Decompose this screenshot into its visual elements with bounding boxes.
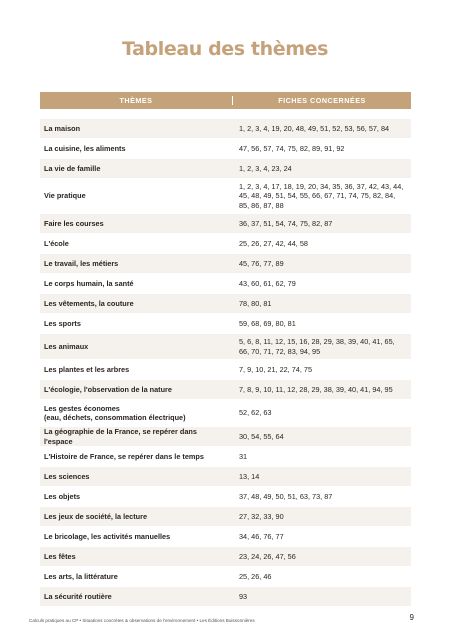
theme-cell: La cuisine, les aliments (44, 143, 126, 153)
fiches-cell: 27, 32, 33, 90 (239, 511, 284, 521)
fiches-cell: 1, 2, 3, 4, 17, 18, 19, 20, 34, 35, 36, 37, 42, 43, 44, 45, 48, 49, 51, 54, 55, 66, 67, 71, 74, 75, 82, 84, 85, 86, 87, 88 (239, 181, 404, 210)
table-row (40, 294, 411, 314)
table-row (40, 254, 411, 274)
table-row (40, 567, 411, 587)
fiches-cell: 43, 60, 61, 62, 79 (239, 278, 296, 288)
fiches-cell: 37, 48, 49, 50, 51, 63, 73, 87 (239, 491, 333, 501)
table-row (40, 360, 411, 380)
theme-cell: Les jeux de société, la lecture (44, 511, 148, 521)
table-row (40, 400, 411, 427)
theme-cell: La maison (44, 123, 81, 133)
page-title: Tableau des thèmes (122, 38, 328, 60)
table-row (40, 119, 411, 139)
fiches-cell: 52, 62, 63 (239, 408, 272, 418)
theme-cell: Les sports (44, 318, 81, 328)
fiches-cell: 25, 26, 27, 42, 44, 58 (239, 238, 308, 248)
fiches-cell: 5, 6, 8, 11, 12, 15, 16, 28, 29, 38, 39, 40, 41, 65, 66, 70, 71, 72, 83, 94, 95 (239, 337, 395, 356)
theme-cell: Vie pratique (44, 191, 86, 201)
theme-cell: Les sciences (44, 471, 90, 481)
header-fiches: FICHES CONCERNÉES (278, 96, 366, 105)
table-row (40, 234, 411, 254)
theme-cell: Les objets (44, 491, 81, 501)
table-row (40, 274, 411, 294)
theme-cell: Les fêtes (44, 551, 76, 561)
fiches-cell: 36, 37, 51, 54, 74, 75, 82, 87 (239, 218, 333, 228)
page-number: 9 (409, 613, 414, 622)
fiches-cell: 34, 46, 76, 77 (239, 531, 284, 541)
theme-cell: L'école (44, 238, 69, 248)
theme-cell: L'Histoire de France, se repérer dans le temps (44, 451, 204, 461)
table-row (40, 380, 411, 400)
theme-cell: Les arts, la littérature (44, 571, 118, 581)
fiches-cell: 45, 76, 77, 89 (239, 258, 284, 268)
theme-cell: Le corps humain, la santé (44, 278, 134, 288)
footer-credits: Calculs pratiques au CP • Situations concrètes & observations de l'environnement • Les Éditions Buissonnières (29, 618, 255, 623)
table-row (40, 427, 411, 447)
table-body (40, 119, 411, 607)
theme-cell: Les gestes économes (eau, déchets, consommation électrique) (44, 403, 186, 422)
fiches-cell: 78, 80, 81 (239, 298, 272, 308)
theme-cell: Les animaux (44, 341, 89, 351)
theme-cell: La géographie de la France, se repérer dans l'espace (44, 427, 197, 446)
fiches-cell: 59, 68, 69, 80, 81 (239, 318, 296, 328)
fiches-cell: 7, 9, 10, 21, 22, 74, 75 (239, 364, 313, 374)
table-row (40, 467, 411, 487)
fiches-cell: 13, 14 (239, 471, 260, 481)
table-row (40, 139, 411, 159)
theme-cell: Le travail, les métiers (44, 258, 119, 268)
fiches-cell: 31 (239, 451, 248, 461)
table-row (40, 159, 411, 179)
theme-cell: Les vêtements, la couture (44, 298, 134, 308)
header-themes: THÈMES (40, 96, 233, 105)
themes-table (40, 92, 411, 607)
table-row (40, 179, 411, 214)
fiches-cell: 1, 2, 3, 4, 23, 24 (239, 163, 292, 173)
fiches-cell: 25, 26, 46 (239, 571, 272, 581)
fiches-cell: 23, 24, 26, 47, 56 (239, 551, 296, 561)
table-row (40, 587, 411, 607)
fiches-cell: 1, 2, 3, 4, 19, 20, 48, 49, 51, 52, 53, 56, 57, 84 (239, 123, 390, 133)
theme-cell: L'écologie, l'observation de la nature (44, 384, 172, 394)
table-row (40, 314, 411, 334)
theme-cell: La vie de famille (44, 163, 101, 173)
table-row (40, 334, 411, 360)
theme-cell: Les plantes et les arbres (44, 364, 130, 374)
fiches-cell: 93 (239, 591, 248, 601)
fiches-cell: 47, 56, 57, 74, 75, 82, 89, 91, 92 (239, 143, 345, 153)
table-row (40, 214, 411, 234)
theme-cell: Le bricolage, les activités manuelles (44, 531, 171, 541)
table-row (40, 527, 411, 547)
theme-cell: Faire les courses (44, 218, 104, 228)
table-row (40, 547, 411, 567)
fiches-cell: 30, 54, 55, 64 (239, 431, 284, 441)
table-row (40, 447, 411, 467)
table-header (40, 92, 411, 109)
fiches-cell: 7, 8, 9, 10, 11, 12, 28, 29, 38, 39, 40, 41, 94, 95 (239, 384, 393, 394)
theme-cell: La sécurité routière (44, 591, 112, 601)
table-row (40, 507, 411, 527)
table-row (40, 487, 411, 507)
